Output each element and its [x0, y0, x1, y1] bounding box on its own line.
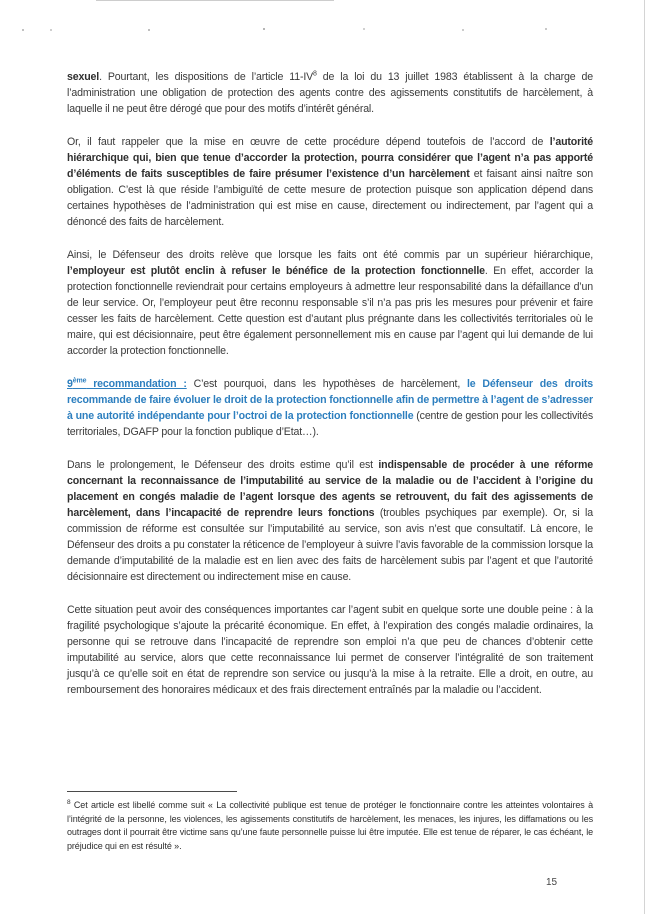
text-run: . En effet, accorder la protection fonctionnelle reviendrait pour certains employeurs à admettre leur responsabilité dans la défaillance d’un de leur service. Or, l’employeur peut être reconnu responsable s’il n’a pas pris les mesures pour prévenir et faire cesser les faits de harcèlement. Cette question est d’autant plus prégnante dans les collectivités territoriales où le maire, qui est décisionnaire, peut être également personnellement mis en cause par l’agent qui lui demande de lui accorder la protection fonctionnelle. [67, 265, 593, 357]
text-run: indispensable de procéder à une réforme concernant la reconnaissance de l’imputabilité au service de la maladie ou de l’accident à l’origine du placement en congés maladie de l’agent lorsque des agents se retrouvent, du fait des agissements de harcèlement, dans l’incapacité de reprendre leurs fonctions [67, 459, 593, 519]
text-run: de la loi du 13 juillet 1983 établissent à la charge de l’administration une obligation de protection des agents contre des agissements constitutifs de harcèlement, à laquelle il ne peut être dérogé que pour des motifs d’intérêt général. [67, 71, 593, 115]
scan-artifact-specks [22, 29, 24, 31]
paragraph-double-peine [67, 602, 593, 698]
text-run: . Pourtant, les dispositions de l’article 11-IV [99, 71, 314, 83]
text-run: C’est pourquoi, dans les hypothèses de harcèlement, [186, 378, 468, 390]
ordinal-superscript: ème [72, 377, 87, 385]
footnote-reference: 8 [313, 70, 317, 78]
text-run: sexuel [67, 71, 100, 83]
text-run: (centre de gestion pour les collectivités territoriales, DGAFP pour la fonction publique d’Etat…). [67, 410, 593, 438]
footnote [67, 791, 593, 853]
text-run: et faisant ainsi naître son obligation. C’est là que réside l’ambiguïté de cette mesure de protection puisque son application dépend dans certaines hypothèses de l’administration qui est mise en cause, directement ou indirectement, par l’agent qui a dénoncé des faits de harcèlement. [67, 168, 593, 228]
text-run: Ainsi, le Défenseur des droits relève que lorsque les faits ont été commis par un supérieur hiérarchique, [67, 249, 593, 261]
text-run: (troubles psychiques par exemple). Or, si la commission de réforme est consultée sur l’imputabilité au service, son avis n’est que consultatif. Là encore, le Défenseur des droits a pu constater la réticence de l’employeur à suivre l’avis favorable de la commission lorsque la demande d’imputabilité de la maladie est en lien avec des faits de harcèlement subis par l’agent et que l’autorité décisionnaire est directement ou indirectement mise en cause. [67, 507, 593, 583]
footnote-separator [67, 791, 237, 792]
text-run: l’autorité hiérarchique qui, bien que tenue d’accorder la protection, pourra considérer que l’agent n’a pas apporté d’éléments de faits susceptibles de faire présumer l’existence d’un harcèlement [67, 136, 593, 180]
footnote-text [67, 799, 593, 853]
text-run: Or, il faut rappeler que la mise en œuvre de cette procédure dépend toutefois de l’accord de [67, 136, 550, 148]
paragraph-intro [67, 69, 593, 117]
page-body [67, 69, 593, 715]
paragraph-procedure [67, 134, 593, 230]
text-run: l’employeur est plutôt enclin à refuser le bénéfice de la protection fonctionnelle [67, 265, 485, 277]
footnote-marker: 8 [67, 799, 71, 806]
recommendation-heading [67, 378, 187, 390]
scan-artifact-line [96, 0, 334, 1]
paragraph-employeur [67, 247, 593, 359]
text-run: Cet article est libellé comme suit « La collectivité publique est tenue de protéger le fonctionnaire contre les atteintes volontaires à l’intégrité de la personne, les violences, les agissements constitutifs de harcèlement, les menaces, les injures, les diffamations ou les outrages dont il pourrait être victime sans qu’une faute personnelle puisse lui être imputée. Elle est tenue de réparer, le cas échéant, le préjudice qui en est résulté ». [67, 800, 593, 851]
page-number: 15 [546, 877, 558, 888]
page-edge-line [644, 0, 645, 914]
text-run: Cette situation peut avoir des conséquences importantes car l’agent subit en quelque sorte une double peine : à la fragilité psychologique s’ajoute la précarité économique. En effet, à l’expiration des congés maladie ordinaires, la personne qui se retrouve dans l’incapacité de reprendre son emploi n’a que peu de chances d’obtenir cette imputabilité au service, alors que cette reconnaissance lui permet de conserver l’intégralité de son traitement jusqu’à ce qu’elle soit en état de reprendre son service ou jusqu’à la mise à la retraite. Elle a droit, en outre, au remboursement des honoraires médicaux et des frais directement entraînés par la maladie ou l’accident. [67, 604, 593, 696]
text-run: le Défenseur des droits recommande de faire évoluer le droit de la protection fonctionnelle afin de permettre à l’agent de s’adresser à une autorité indépendante pour l’octroi de la protection fonctionnelle [67, 378, 593, 422]
text-run: recommandation : [86, 378, 187, 390]
text-run: Dans le prolongement, le Défenseur des droits estime qu’il est [67, 459, 379, 471]
paragraph-recommandation [67, 376, 593, 440]
paragraph-imputabilite [67, 457, 593, 585]
text-run: 9 [67, 378, 73, 390]
